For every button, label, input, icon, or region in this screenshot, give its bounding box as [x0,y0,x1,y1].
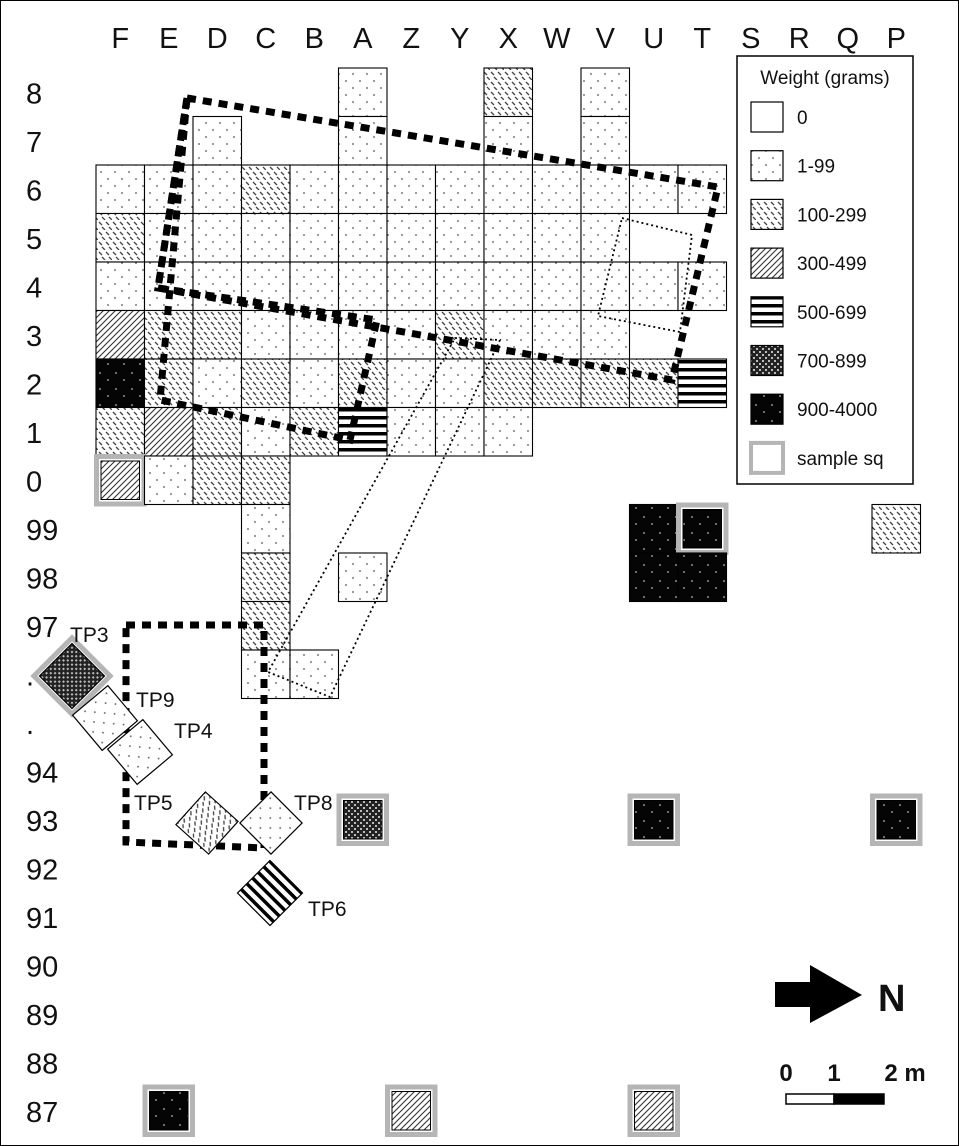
row-label-87: 87 [26,1096,59,1129]
unit-c5 [242,214,291,263]
column-label-z: Z [402,23,421,55]
unit-a4 [339,262,388,311]
unit-c6 [242,165,291,214]
legend [737,56,913,484]
unit-e5 [145,214,194,263]
row-label-93: 93 [26,805,59,838]
test-pit-label-tp5: TP5 [134,792,173,815]
unit-a1 [339,408,388,457]
unit-c1 [242,408,291,457]
unit-x5 [484,214,533,263]
unit-x6 [484,165,533,214]
unit-t98 [678,553,727,602]
scale-bar [779,1060,925,1104]
column-label-r: R [788,23,810,55]
row-label-92: 92 [26,854,59,887]
row-label-8: 8 [26,78,43,111]
row-label-88: 88 [26,1048,59,1081]
column-label-c: C [255,23,277,55]
row-label-6: 6 [26,175,43,208]
unit-b4 [290,262,339,311]
unit-x1 [484,408,533,457]
unit-p99 [872,505,921,554]
row-labels [26,78,58,1129]
unit-b2 [290,359,339,408]
row-label-5: 5 [26,223,43,256]
legend-label-3: 300-499 [797,254,867,276]
unit-x8 [484,68,533,117]
column-label-q: Q [836,23,860,55]
column-label-e: E [159,23,179,55]
legend-title: Weight (grams) [760,68,890,89]
unit-a6 [339,165,388,214]
unit-c98 [242,553,291,602]
legend-swatch-dashes [751,199,783,229]
unit-c96 [242,650,291,699]
unit-t99 [683,510,722,549]
unit-c97 [242,602,291,651]
scale-segment-white [786,1094,834,1104]
test-pit-label-tp6: TP6 [308,898,347,921]
unit-c2 [242,359,291,408]
unit-v6 [581,165,630,214]
legend-label-7: sample sq [797,448,884,470]
column-label-b: B [304,23,324,55]
arrow-right-icon [775,965,862,1023]
unit-f1 [96,408,145,457]
column-label-f: F [111,23,130,55]
scale-label-1: 1 [827,1060,841,1087]
unit-a2 [339,359,388,408]
unit-e87 [150,1092,189,1131]
column-label-s: S [741,23,761,55]
unit-z2 [387,359,436,408]
unit-a5 [339,214,388,263]
row-label-94: 94 [26,757,59,790]
column-labels [111,23,906,55]
row-label-96: . [26,660,35,693]
unit-w2 [533,359,582,408]
unit-e3 [145,311,194,360]
legend-swatch-dots [751,151,783,181]
column-label-x: X [498,23,518,55]
row-label-89: 89 [26,999,59,1032]
unit-w4 [533,262,582,311]
unit-d6 [193,165,242,214]
unit-f6 [96,165,145,214]
unit-f3 [96,311,145,360]
row-label-95: . [26,708,35,741]
row-label-91: 91 [26,902,59,935]
unit-a3 [339,311,388,360]
column-label-v: V [595,23,615,55]
unit-u4 [630,262,679,311]
unit-u87 [635,1092,674,1131]
legend-swatch-sample [751,443,783,473]
scale-label-0: 0 [779,1060,793,1087]
legend-swatch-hstripes [751,297,783,327]
unit-e4 [145,262,194,311]
row-label-3: 3 [26,320,43,353]
scale-label-2m: 2 m [884,1060,926,1087]
unit-f5 [96,214,145,263]
column-label-y: Y [450,23,470,55]
unit-p93 [877,801,916,840]
unit-v4 [581,262,630,311]
north-arrow [775,965,905,1023]
row-label-0: 0 [26,466,43,499]
column-label-t: T [693,23,712,55]
unit-e0 [145,456,194,505]
legend-label-2: 100-299 [797,205,867,227]
unit-d5 [193,214,242,263]
unit-y1 [436,408,485,457]
unit-x2 [484,359,533,408]
row-label-4: 4 [26,272,43,305]
column-label-u: U [643,23,665,55]
legend-swatch-checker [751,346,783,376]
column-label-w: W [543,23,571,55]
unit-b96 [290,650,339,699]
unit-d0 [193,456,242,505]
unit-f0 [101,461,140,500]
unit-d2 [193,359,242,408]
unit-e6 [145,165,194,214]
unit-b6 [290,165,339,214]
unit-z4 [387,262,436,311]
unit-f4 [96,262,145,311]
row-label-7: 7 [26,126,43,159]
row-label-99: 99 [26,514,59,547]
unit-y2 [436,359,485,408]
row-label-90: 90 [26,951,59,984]
legend-swatch-empty [751,102,783,132]
north-label: N [878,978,906,1020]
scale-segment-black [834,1094,884,1104]
column-label-a: A [353,23,373,55]
unit-a8 [339,68,388,117]
unit-w5 [533,214,582,263]
unit-d3 [193,311,242,360]
unit-y3 [436,311,485,360]
legend-label-1: 1-99 [797,156,836,178]
unit-v8 [581,68,630,117]
column-label-p: P [886,23,906,55]
unit-a93 [344,801,383,840]
unit-z5 [387,214,436,263]
unit-u99 [630,505,679,554]
unit-f2 [96,359,145,408]
unit-w3 [533,311,582,360]
legend-label-4: 500-699 [797,302,867,324]
unit-t6 [678,165,727,214]
unit-c3 [242,311,291,360]
unit-x4 [484,262,533,311]
unit-t4 [678,262,727,311]
unit-y5 [436,214,485,263]
legend-swatch-black [751,394,783,424]
legend-label-6: 900-4000 [797,400,878,422]
unit-y4 [436,262,485,311]
unit-y6 [436,165,485,214]
test-pit-label-tp8: TP8 [294,792,333,815]
unit-c99 [242,505,291,554]
test-pit-square [237,860,302,925]
unit-c4 [242,262,291,311]
unit-c0 [242,456,291,505]
test-pit-tp6 [237,860,302,925]
unit-e1 [145,408,194,457]
row-label-1: 1 [26,417,43,450]
unit-d1 [193,408,242,457]
legend-swatch-diag [751,248,783,278]
unit-t2 [678,359,727,408]
row-label-97: 97 [26,611,59,644]
unit-b5 [290,214,339,263]
row-label-98: 98 [26,563,59,596]
legend-label-5: 700-899 [797,351,867,373]
unit-d4 [193,262,242,311]
unit-v7 [581,117,630,166]
test-pit-label-tp9: TP9 [136,689,175,712]
legend-label-0: 0 [797,108,808,129]
unit-z6 [387,165,436,214]
test-pit-label-tp4: TP4 [174,720,213,743]
unit-b3 [290,311,339,360]
row-label-2: 2 [26,369,43,402]
column-label-d: D [206,23,228,55]
unit-w6 [533,165,582,214]
unit-u93 [635,801,674,840]
unit-b1 [290,408,339,457]
unit-z87 [392,1092,431,1131]
unit-d7 [193,117,242,166]
unit-u98 [630,553,679,602]
test-pit-label-tp3: TP3 [70,624,109,647]
